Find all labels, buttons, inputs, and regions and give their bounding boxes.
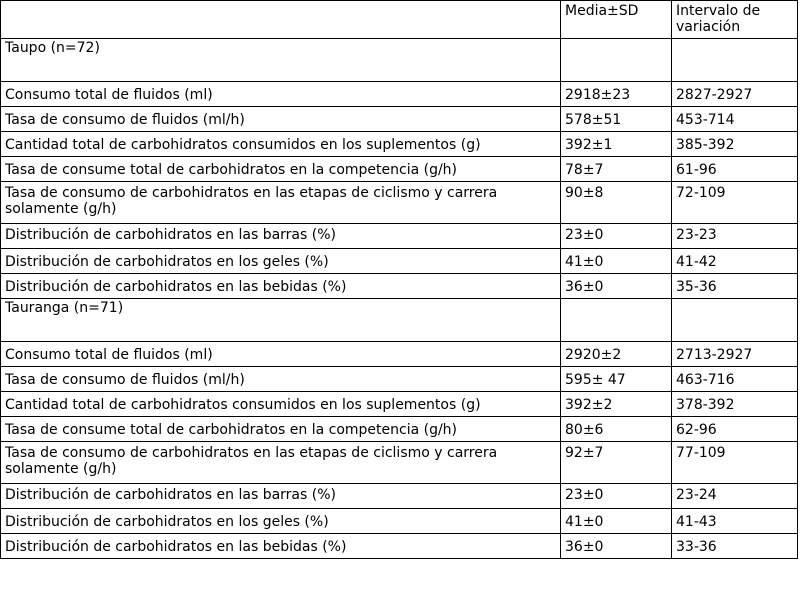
- row-label: Tasa de consumo de fluidos (ml/h): [1, 367, 561, 392]
- row-range: 62-96: [672, 417, 798, 442]
- header-row: [1, 1, 798, 39]
- section-title: Tauranga (n=71): [1, 299, 561, 342]
- row-label: Consumo total de fluidos (ml): [1, 82, 561, 107]
- section-empty-cell: [561, 39, 672, 82]
- table-row: [1, 82, 798, 107]
- row-range: 385-392: [672, 132, 798, 157]
- row-range: 77-109: [672, 442, 798, 484]
- table-row: [1, 417, 798, 442]
- row-mean: 36±0: [561, 534, 672, 559]
- row-label: Cantidad total de carbohidratos consumidos en los suplementos (g): [1, 392, 561, 417]
- table-row: [1, 442, 798, 484]
- section-title: Taupo (n=72): [1, 39, 561, 82]
- table-row: [1, 182, 798, 224]
- row-label: Distribución de carbohidratos en las barras (%): [1, 224, 561, 249]
- row-mean: 2918±23: [561, 82, 672, 107]
- row-range: 33-36: [672, 534, 798, 559]
- section-empty-cell: [561, 299, 672, 342]
- table-row: [1, 509, 798, 534]
- row-range: 2713-2927: [672, 342, 798, 367]
- row-range: 463-716: [672, 367, 798, 392]
- row-mean: 392±1: [561, 132, 672, 157]
- row-mean: 595± 47: [561, 367, 672, 392]
- row-range: 2827-2927: [672, 82, 798, 107]
- table-row: [1, 392, 798, 417]
- row-range: 23-23: [672, 224, 798, 249]
- row-mean: 36±0: [561, 274, 672, 299]
- row-range: 378-392: [672, 392, 798, 417]
- header-cell-variable: [1, 1, 561, 39]
- row-label: Tasa de consume total de carbohidratos en la competencia (g/h): [1, 157, 561, 182]
- row-mean: 92±7: [561, 442, 672, 484]
- table-row: [1, 274, 798, 299]
- row-label: Distribución de carbohidratos en las bebidas (%): [1, 274, 561, 299]
- section-empty-cell: [672, 299, 798, 342]
- row-label: Tasa de consumo de carbohidratos en las etapas de ciclismo y carrera solamente (g/h): [1, 442, 561, 484]
- row-label: Distribución de carbohidratos en los geles (%): [1, 249, 561, 274]
- table-row: [1, 484, 798, 509]
- row-mean: 2920±2: [561, 342, 672, 367]
- header-range-line1: Intervalo de: [676, 3, 761, 19]
- section-row-tauranga: [1, 299, 798, 342]
- row-mean: 578±51: [561, 107, 672, 132]
- row-label: Tasa de consumo de carbohidratos en las etapas de ciclismo y carrera solamente (g/h): [1, 182, 561, 224]
- row-mean: 90±8: [561, 182, 672, 224]
- row-mean: 392±2: [561, 392, 672, 417]
- row-mean: 78±7: [561, 157, 672, 182]
- header-cell-mean-sd: Media±SD: [561, 1, 672, 39]
- row-mean: 41±0: [561, 249, 672, 274]
- row-label: Consumo total de fluidos (ml): [1, 342, 561, 367]
- table-row: [1, 249, 798, 274]
- table-row: [1, 132, 798, 157]
- table-row: [1, 157, 798, 182]
- section-row-taupo: [1, 39, 798, 82]
- row-label: Distribución de carbohidratos en las barras (%): [1, 484, 561, 509]
- table-row: [1, 107, 798, 132]
- header-cell-range: [672, 1, 798, 39]
- table-row: [1, 367, 798, 392]
- row-label: Tasa de consume total de carbohidratos en la competencia (g/h): [1, 417, 561, 442]
- row-range: 72-109: [672, 182, 798, 224]
- section-empty-cell: [672, 39, 798, 82]
- row-range: 41-43: [672, 509, 798, 534]
- row-mean: 80±6: [561, 417, 672, 442]
- row-range: 61-96: [672, 157, 798, 182]
- row-range: 35-36: [672, 274, 798, 299]
- row-range: 41-42: [672, 249, 798, 274]
- row-mean: 41±0: [561, 509, 672, 534]
- header-range-line2: variación: [676, 19, 741, 35]
- table-row: [1, 342, 798, 367]
- row-label: Distribución de carbohidratos en los geles (%): [1, 509, 561, 534]
- row-label: Cantidad total de carbohidratos consumidos en los suplementos (g): [1, 132, 561, 157]
- row-range: 23-24: [672, 484, 798, 509]
- row-mean: 23±0: [561, 484, 672, 509]
- row-label: Distribución de carbohidratos en las bebidas (%): [1, 534, 561, 559]
- row-mean: 23±0: [561, 224, 672, 249]
- row-range: 453-714: [672, 107, 798, 132]
- row-label: Tasa de consumo de fluidos (ml/h): [1, 107, 561, 132]
- table-row: [1, 224, 798, 249]
- table-row: [1, 534, 798, 559]
